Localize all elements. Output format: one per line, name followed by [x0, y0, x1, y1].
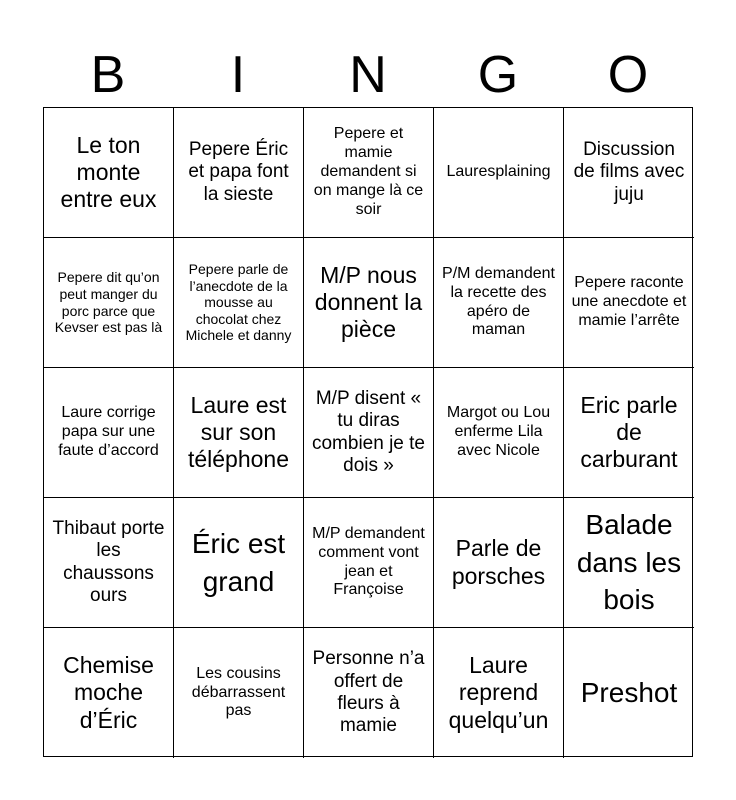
- bingo-title: [43, 44, 693, 106]
- bingo-board: [43, 107, 693, 757]
- title-letter-n: N: [349, 46, 387, 104]
- title-letter-b: B: [90, 46, 126, 104]
- bingo-cell[interactable]: M/P disent « tu diras combien je te dois »: [304, 368, 434, 498]
- bingo-cell[interactable]: M/P demandent comment vont jean et Françoise: [304, 498, 434, 628]
- bingo-cell[interactable]: Chemise moche d’Éric: [44, 628, 174, 758]
- bingo-cell[interactable]: Pepere parle de l’anecdote de la mousse au chocolat chez Michele et danny: [174, 238, 304, 368]
- bingo-cell[interactable]: Discussion de films avec juju: [564, 108, 694, 238]
- bingo-cell[interactable]: Laure corrige papa sur une faute d’accord: [44, 368, 174, 498]
- bingo-cell[interactable]: Le ton monte entre eux: [44, 108, 174, 238]
- bingo-cell[interactable]: M/P nous donnent la pièce: [304, 238, 434, 368]
- bingo-cell[interactable]: Pepere Éric et papa font la sieste: [174, 108, 304, 238]
- bingo-cell[interactable]: Thibaut porte les chaussons ours: [44, 498, 174, 628]
- bingo-cell[interactable]: Preshot: [580, 677, 678, 709]
- bingo-cell[interactable]: Laure reprend quelqu’un: [434, 628, 564, 758]
- bingo-cell[interactable]: Éric est grand: [174, 498, 304, 628]
- bingo-cell[interactable]: Personne n’a offert de fleurs à mamie: [304, 628, 434, 758]
- bingo-cell[interactable]: Pepere raconte une anecdote et mamie l’arrête: [564, 238, 694, 368]
- bingo-cell[interactable]: Pepere et mamie demandent si on mange là ce soir: [304, 108, 434, 238]
- bingo-cell[interactable]: Pepere dit qu’on peut manger du porc parce que Kevser est pas là: [44, 238, 174, 368]
- bingo-cell[interactable]: Eric parle de carburant: [564, 368, 694, 498]
- bingo-cell[interactable]: P/M demandent la recette des apéro de maman: [434, 238, 564, 368]
- title-letter-g: G: [477, 46, 519, 104]
- bingo-cell[interactable]: Les cousins débarrassent pas: [174, 628, 304, 758]
- title-letter-i: I: [230, 46, 246, 104]
- bingo-cell[interactable]: Balade dans les bois: [564, 498, 694, 628]
- bingo-cell[interactable]: Margot ou Lou enferme Lila avec Nicole: [434, 368, 564, 498]
- bingo-cell[interactable]: Lauresplaining: [434, 108, 564, 238]
- bingo-cell[interactable]: Laure est sur son téléphone: [174, 368, 304, 498]
- title-letter-o: O: [607, 46, 649, 104]
- bingo-cell[interactable]: Parle de porsches: [434, 498, 564, 628]
